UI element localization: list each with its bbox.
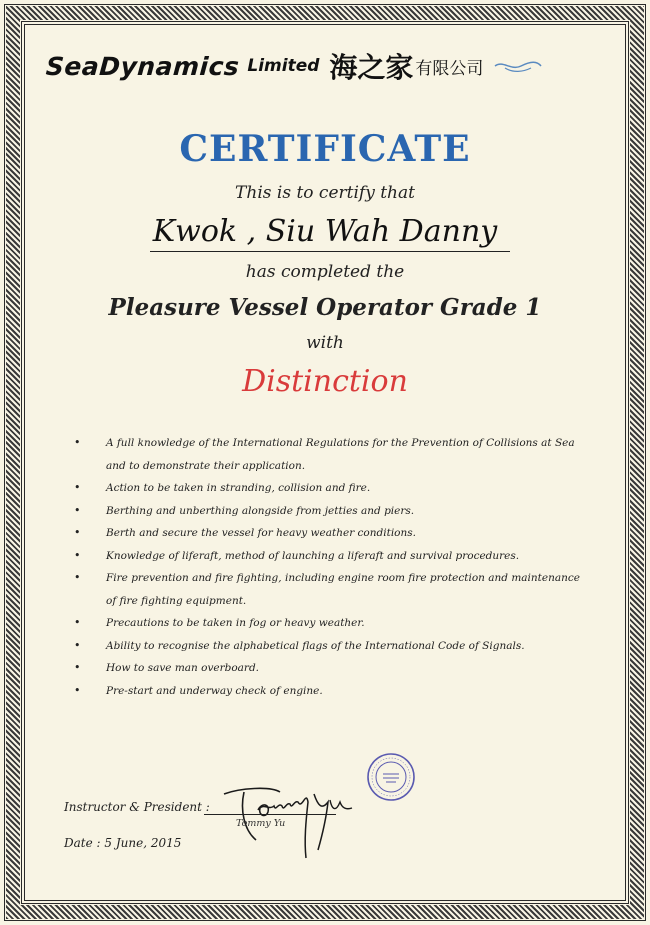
list-item: • Pre-start and underway check of engine. — [72, 680, 592, 703]
signature-line — [204, 814, 336, 815]
company-suffix-en: Limited — [247, 56, 320, 76]
list-item: • Fire prevention and fire fighting, including engine room fire protection and maintenance of fire fighting equipment. — [72, 567, 592, 612]
grade-distinction: Distinction — [242, 364, 408, 399]
signer-name: Tommy Yu — [236, 818, 286, 829]
company-suffix-cn: 有限公司 — [415, 58, 484, 79]
competency-list — [72, 432, 592, 702]
certificate-date: Date : 5 June, 2015 — [64, 836, 182, 850]
list-item: • Ability to recognise the alphabetical flags of the International Code of Signals. — [72, 635, 592, 658]
completed-text: has completed the — [245, 262, 405, 282]
recipient-underline — [150, 251, 510, 252]
certificate-title: CERTIFICATE — [179, 128, 471, 170]
list-item: • Action to be taken in stranding, collision and fire. — [72, 477, 592, 500]
company-header — [46, 46, 616, 86]
list-item: • A full knowledge of the International Regulations for the Prevention of Collisions at Sea and to demonstrate their application. — [72, 432, 592, 477]
list-item: • Precautions to be taken in fog or heavy weather. — [72, 612, 592, 635]
course-name: Pleasure Vessel Operator Grade 1 — [108, 294, 542, 321]
recipient-name: Kwok , Siu Wah Danny — [152, 214, 498, 249]
certify-text: This is to certify that — [235, 183, 415, 203]
company-name-en: SeaDynamics — [44, 51, 241, 81]
company-name-cn: 海之家 — [329, 51, 414, 84]
company-seal-icon — [366, 752, 416, 802]
instructor-label: Instructor & President : — [64, 800, 210, 814]
with-text: with — [306, 333, 344, 353]
list-item: • Berth and secure the vessel for heavy weather conditions. — [72, 522, 592, 545]
list-item: • Berthing and unberthing alongside from jetties and piers. — [72, 500, 592, 523]
boat-logo-icon — [493, 57, 543, 75]
list-item: • Knowledge of liferaft, method of launching a liferaft and survival procedures. — [72, 545, 592, 568]
list-item: • How to save man overboard. — [72, 657, 592, 680]
